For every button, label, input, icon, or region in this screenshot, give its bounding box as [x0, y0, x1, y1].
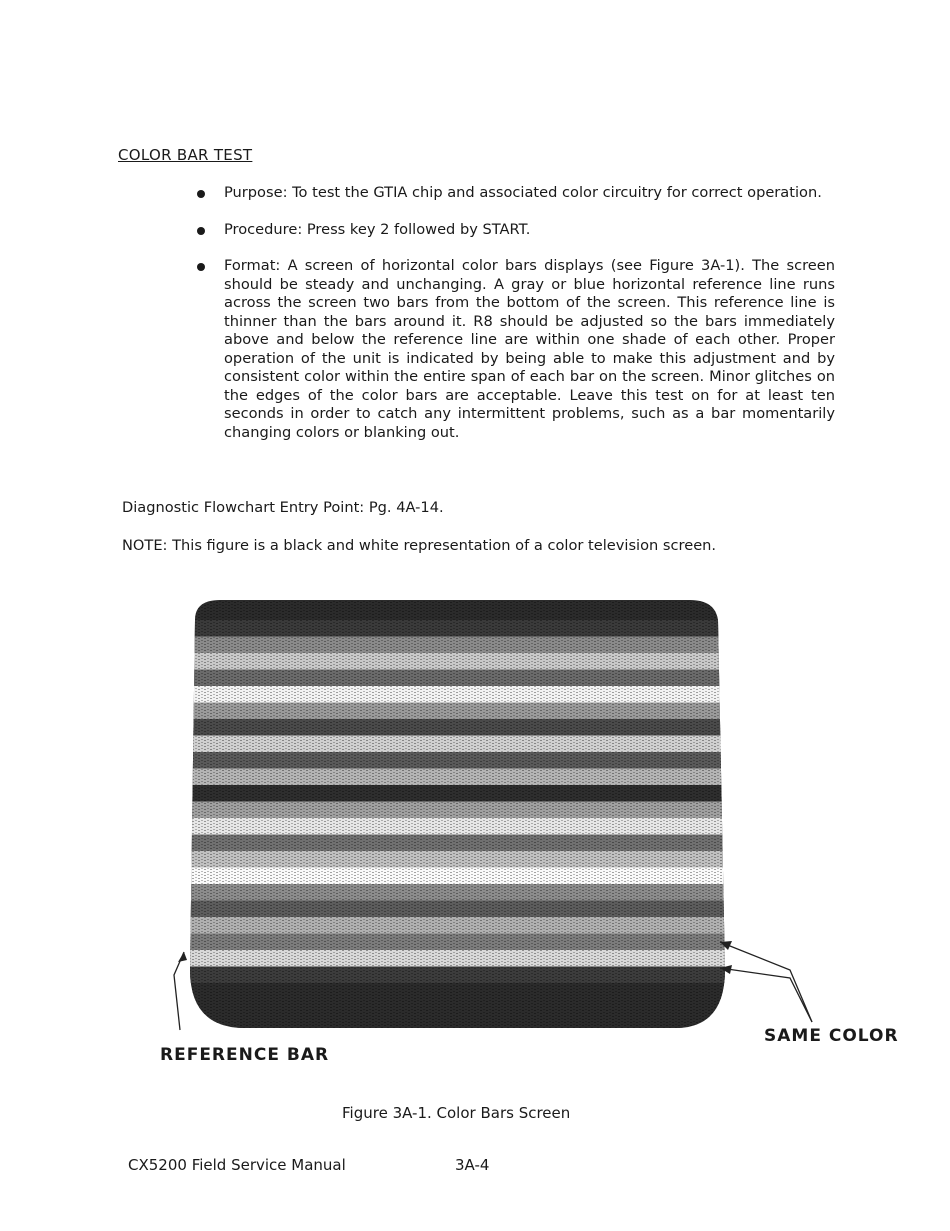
- same-color-label: SAME COLOR: [764, 1026, 899, 1046]
- figure-caption: Figure 3A-1. Color Bars Screen: [342, 1104, 571, 1122]
- bullet-text: Format: A screen of horizontal color bars displays (see Figure 3A-1). The screen should be steady and unchanging. A gray or blue horizontal reference line runs across the screen two bars from the bottom of the screen. This reference line is thinner than the bars around it. R8 should be adjusted so the bars immediately above and below the reference line are within one shade of each other. Proper operation of the unit is indicated by being able to make this adjustment and by consistent color within the entire span of each bar on the screen. Minor glitches on the edges of the color bars are acceptable. Leave this test on for at least ten seconds in order to catch any intermittent problems, such as a bar momentarily changing colors or blanking out.: [224, 257, 835, 441]
- reference-bar-label: REFERENCE BAR: [160, 1045, 330, 1065]
- bullet-dot-icon: [197, 227, 205, 235]
- diagnostic-entry: Diagnostic Flowchart Entry Point: Pg. 4A-14.: [122, 499, 444, 516]
- bullet-purpose: [195, 184, 835, 203]
- section-heading: COLOR BAR TEST: [118, 146, 253, 164]
- footer-manual-title: CX5200 Field Service Manual: [128, 1156, 346, 1174]
- bullet-text: Procedure: Press key 2 followed by START.: [224, 220, 531, 238]
- figure: [150, 590, 910, 1080]
- bullet-procedure: [195, 221, 835, 240]
- tv-screen-image: [150, 590, 910, 1080]
- bullet-text: Purpose: To test the GTIA chip and associated color circuitry for correct operation.: [224, 184, 822, 201]
- footer-page-number: 3A-4: [455, 1156, 490, 1174]
- note-text: NOTE: This figure is a black and white representation of a color television screen.: [122, 537, 717, 554]
- bullet-list: [195, 184, 835, 460]
- bullet-dot-icon: [197, 190, 205, 198]
- bullet-format: [195, 257, 835, 442]
- bullet-dot-icon: [197, 263, 205, 271]
